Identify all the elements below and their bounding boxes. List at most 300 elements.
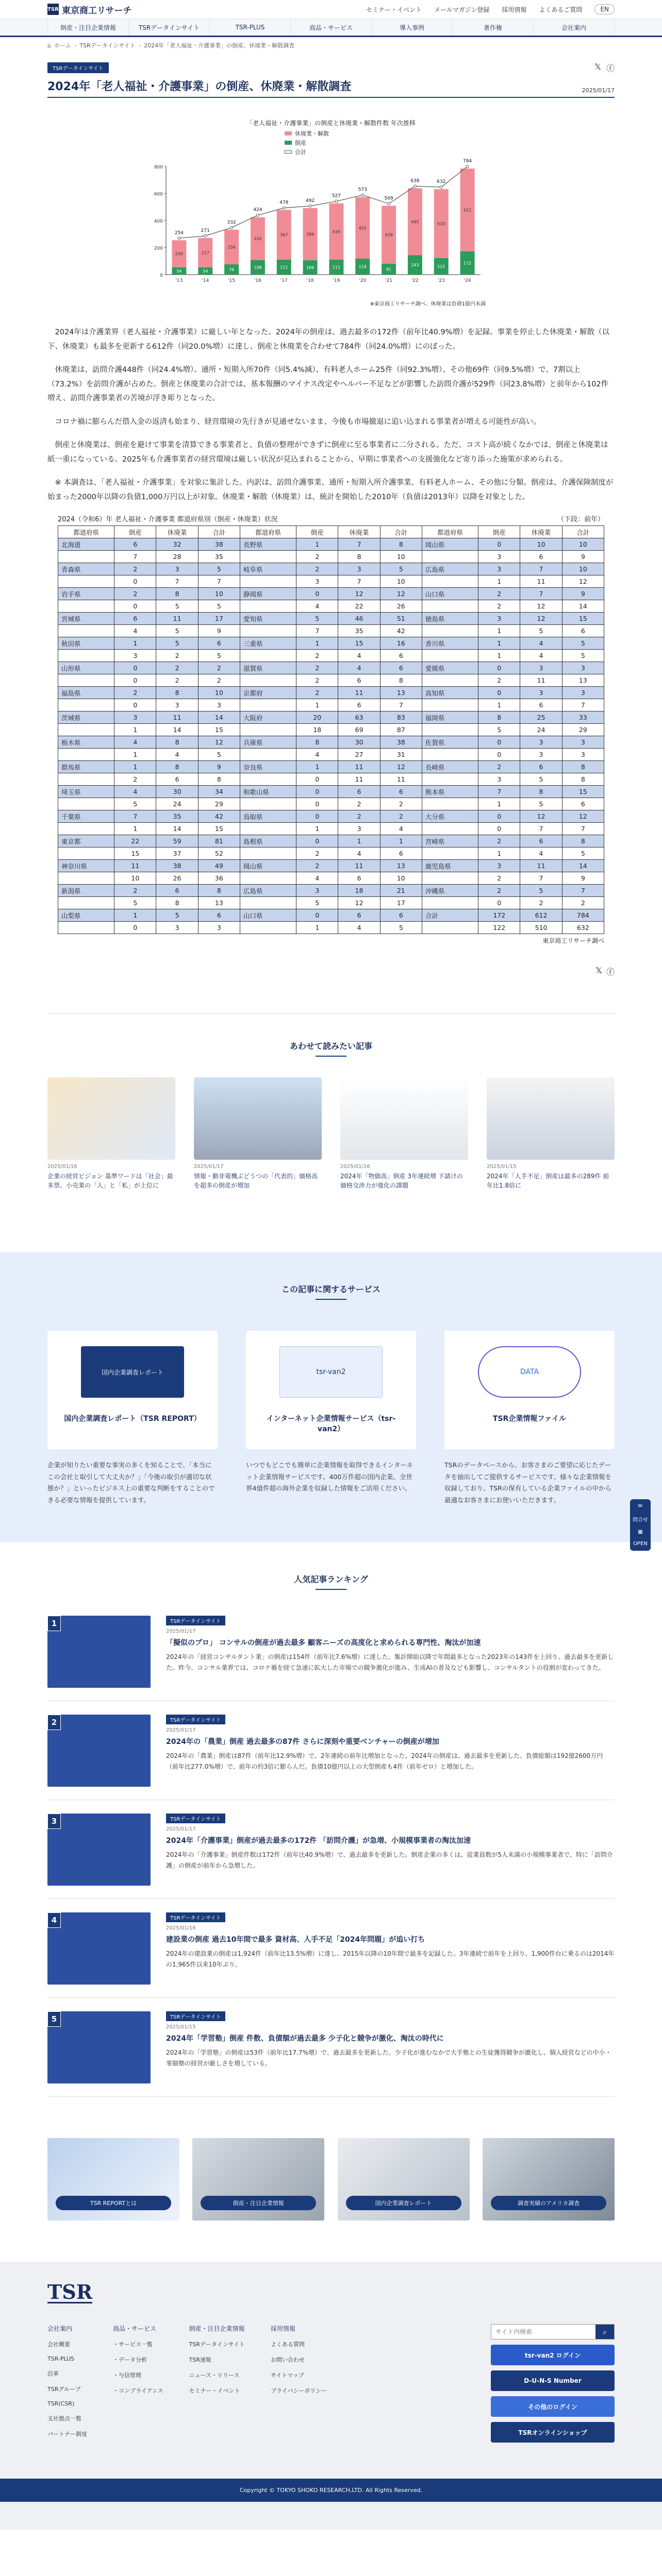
article-heading <box>47 74 615 98</box>
search-input[interactable] <box>491 2325 595 2339</box>
article-paragraph: コロナ禍に膨らんだ借入金の返済も始まり、経営環境の先行きが見通せないまま、今後も市場撤退に追い込まれる事業者が増える可能性が高い。 <box>55 417 541 426</box>
table-cell-value: 36 <box>198 872 240 885</box>
related-thumbnail <box>340 1077 468 1160</box>
data-label-closures: 367 <box>280 232 288 238</box>
table-cell-prefecture: 福島県 <box>58 687 114 699</box>
table-cell-value: 2 <box>296 860 338 872</box>
table-cell-prefecture <box>58 749 114 761</box>
table-cell-prefecture: 群馬県 <box>58 761 114 773</box>
ranking-item[interactable] <box>47 1616 615 1701</box>
table-cell-value: 6 <box>338 909 380 922</box>
data-label-bankrupt: 118 <box>358 264 367 269</box>
related-card[interactable] <box>194 1077 322 1190</box>
table-cell-value: 7 <box>380 699 422 711</box>
table-cell-value: 2 <box>562 897 604 909</box>
point-total <box>361 194 364 196</box>
table-cell-value: 6 <box>520 761 562 773</box>
rank-number: 2 <box>47 1715 61 1730</box>
table-cell-value: 8 <box>156 588 198 600</box>
top-link-recruit[interactable]: 採用情報 <box>502 6 527 13</box>
table-cell-prefecture <box>422 897 478 909</box>
table-row <box>58 736 604 749</box>
data-label-closures: 200 <box>175 251 184 257</box>
table-cell-value: 7 <box>520 872 562 885</box>
table-row <box>58 687 604 699</box>
rank-number: 3 <box>47 1814 61 1829</box>
table-cell-value: 8 <box>380 538 422 551</box>
table-cell-value: 8 <box>562 761 604 773</box>
table-cell-value: 5 <box>562 848 604 860</box>
table-cell-value: 2 <box>296 551 338 563</box>
table-cell-prefecture: 山梨県 <box>58 909 114 922</box>
legend-label: 合計 <box>295 149 306 156</box>
home-icon[interactable]: ⌂ <box>47 42 51 49</box>
footer-link[interactable]: ・与信管理 <box>113 2372 141 2379</box>
table-cell-prefecture <box>58 897 114 909</box>
table-row <box>58 674 604 687</box>
table-row <box>58 848 604 860</box>
ranking-summary: 2024年の建設業の倒産は1,924件（前年比13.5%増）に達し、2015年以降の10年間で最多を記録した。3年連続で前年を上回り、1,900件台に乗るのは2014年の1,965件以来10年ぶり。 <box>166 1950 615 1969</box>
y-tick-label: 400 <box>154 219 163 224</box>
footer-link[interactable]: TSR-PLUS <box>47 2355 75 2363</box>
table-cell-value: 2 <box>156 650 198 662</box>
table-cell-value: 5 <box>478 724 520 736</box>
chart <box>145 118 517 307</box>
related-card-title: 企業の経営ビジョン 基準ワードは「社会」最多票、小売業の「人」と「私」が上位に <box>47 1173 173 1190</box>
footer-link[interactable]: ・サービス一覧 <box>113 2341 153 2348</box>
breadcrumb-home[interactable]: ホーム <box>54 42 71 49</box>
table-cell-value: 7 <box>156 575 198 588</box>
table-header: 都道府県 <box>58 526 114 538</box>
table-row <box>58 637 604 650</box>
van2-login-button[interactable]: tsr-van2 ログイン <box>491 2345 615 2365</box>
ranking-date: 2025/01/17 <box>166 1629 196 1635</box>
floating-contact[interactable]: 問合せ <box>633 1517 648 1523</box>
breadcrumb-insight[interactable]: TSRデータインサイト <box>79 42 136 49</box>
table-cell-prefecture <box>240 650 296 662</box>
legend-label: 休廃業・解散 <box>295 130 329 137</box>
table-cell-value: 4 <box>520 650 562 662</box>
table-cell-value: 7 <box>562 823 604 835</box>
banner[interactable] <box>47 2138 179 2221</box>
table-row <box>58 761 604 773</box>
nav-bankruptcy[interactable]: 倒産・注目企業情報 <box>47 19 129 36</box>
search-button[interactable]: ⌕ <box>595 2325 614 2339</box>
table-cell-prefecture <box>58 650 114 662</box>
table-cell-value: 11 <box>156 711 198 724</box>
other-login-button[interactable]: その他のログイン <box>491 2396 615 2417</box>
table-cell-value: 11 <box>156 613 198 625</box>
footer-column <box>271 2324 327 2443</box>
table-cell-value: 8 <box>520 786 562 798</box>
ranking-item[interactable] <box>47 1715 615 1800</box>
table-cell-value: 4 <box>520 848 562 860</box>
table-cell-value: 5 <box>520 625 562 637</box>
table-cell-prefecture: 兵庫県 <box>240 736 296 749</box>
table-cell-prefecture: 秋田県 <box>58 637 114 650</box>
data-label-total: 478 <box>279 200 289 206</box>
table-row <box>58 860 604 872</box>
table-cell-value: 7 <box>478 786 520 798</box>
table-cell-prefecture: 愛知県 <box>240 613 296 625</box>
table-cell-value: 38 <box>198 538 240 551</box>
footer-link[interactable]: サイトマップ <box>270 2372 304 2379</box>
table-header: 合計 <box>380 526 422 538</box>
table-cell-value: 7 <box>114 810 156 823</box>
point-total <box>413 185 416 188</box>
table-cell-prefecture <box>240 848 296 860</box>
table-cell-prefecture <box>422 699 478 711</box>
table-cell-value: 29 <box>198 798 240 810</box>
data-label-total: 509 <box>384 196 393 201</box>
table-header: 休廃業 <box>156 526 198 538</box>
table-cell-value: 2 <box>114 687 156 699</box>
section-rule <box>316 1589 346 1590</box>
table-cell-value: 0 <box>478 749 520 761</box>
footer-logo[interactable]: TSR <box>47 2280 93 2304</box>
table-cell-value: 2 <box>114 588 156 600</box>
language-toggle[interactable]: EN <box>594 4 615 14</box>
data-label-total: 254 <box>174 230 184 236</box>
related-card[interactable] <box>47 1077 175 1190</box>
rank-number: 5 <box>47 2011 61 2027</box>
nav-cases[interactable]: 導入事例 <box>372 19 453 36</box>
table-cell-value: 0 <box>478 897 520 909</box>
nav-services[interactable]: 商品・サービス <box>291 19 372 36</box>
table-cell-prefecture: 山口県 <box>422 588 478 600</box>
banner-label: 国内企業調査レポート <box>346 2196 461 2210</box>
table-row <box>58 711 604 724</box>
table-cell-value: 0 <box>478 823 520 835</box>
table-cell-value: 5 <box>156 600 198 613</box>
table-cell-value: 15 <box>198 823 240 835</box>
table-row <box>58 588 604 600</box>
nav-copyright[interactable]: 著作権 <box>453 19 534 36</box>
data-label-total: 492 <box>305 198 315 204</box>
top-link-seminar[interactable]: セミナー・イベント <box>366 6 422 13</box>
nav-company[interactable]: 会社案内 <box>534 19 615 36</box>
table-cell-prefecture: 岡山県 <box>422 538 478 551</box>
table-cell-value: 8 <box>198 773 240 786</box>
table-cell-value: 6 <box>156 885 198 897</box>
footer-link[interactable]: プライバシーポリシー <box>270 2387 327 2395</box>
table-cell-value: 0 <box>478 810 520 823</box>
footer-link[interactable]: TSRグループ <box>47 2386 81 2393</box>
table-cell-value: 14 <box>156 823 198 835</box>
table-cell-value: 32 <box>156 538 198 551</box>
table-cell-prefecture <box>240 575 296 588</box>
ranking-item[interactable] <box>47 2011 615 2097</box>
table-cell-value: 25 <box>520 711 562 724</box>
table-cell-prefecture <box>422 674 478 687</box>
table-row <box>58 835 604 848</box>
ranking-tag: TSRデータインサイト <box>166 1616 225 1625</box>
footer-link[interactable]: TSR(CSR) <box>47 2400 75 2408</box>
top-link-mail[interactable]: メールマガジン登録 <box>434 6 490 13</box>
footer-link[interactable]: セミナー・イベント <box>189 2387 240 2395</box>
table-cell-value: 9 <box>562 588 604 600</box>
table-cell-prefecture <box>240 724 296 736</box>
x-tick-label: '22 <box>411 278 419 283</box>
top-links <box>366 4 615 14</box>
duns-button[interactable]: D-U-N-S Number <box>491 2370 615 2391</box>
article-tag[interactable]: TSRデータインサイト <box>47 62 109 73</box>
banner-label: 調査実績のアメリカ調査 <box>491 2196 606 2210</box>
table-cell-prefecture <box>422 551 478 563</box>
table-cell-value: 7 <box>296 625 338 637</box>
table-cell-value: 6 <box>198 909 240 922</box>
related-card[interactable] <box>487 1077 615 1190</box>
data-label-total: 784 <box>462 159 472 164</box>
table-cell-value: 87 <box>380 724 422 736</box>
table-cell-value: 8 <box>562 773 604 786</box>
table-cell-value: 612 <box>520 909 562 922</box>
banner-label: TSR REPORTとは <box>56 2196 171 2210</box>
table-cell-value: 7 <box>520 588 562 600</box>
building-icon[interactable]: ▦ <box>638 1529 643 1535</box>
nav-data-insight[interactable]: TSRデータインサイト <box>129 19 210 36</box>
ranking-item[interactable] <box>47 1912 615 1998</box>
point-total <box>309 205 311 207</box>
related-date: 2025/01/16 <box>47 1164 77 1170</box>
x-tick-label: '15 <box>228 278 236 283</box>
rank-number: 4 <box>47 1912 61 1928</box>
table-cell-value: 7 <box>114 551 156 563</box>
footer-heading-link[interactable]: 倒産・注目企業情報 <box>189 2325 245 2333</box>
table-cell-prefecture: 茨城県 <box>58 711 114 724</box>
footer-link[interactable]: 会社概要 <box>47 2341 70 2348</box>
table-cell-prefecture <box>422 600 478 613</box>
data-label-bankrupt: 108 <box>254 265 262 270</box>
table-cell-value: 1 <box>296 823 338 835</box>
table-cell-value: 26 <box>156 872 198 885</box>
footer-heading-link[interactable]: 商品・サービス <box>113 2325 157 2333</box>
ranking-tag: TSRデータインサイト <box>166 1814 225 1823</box>
table-cell-prefecture: 鹿児島県 <box>422 860 478 872</box>
x-tick-label: '14 <box>202 278 209 283</box>
table-cell-prefecture: 宮崎県 <box>422 835 478 848</box>
x-tick-label: '20 <box>359 278 367 283</box>
table-row <box>58 662 604 674</box>
data-label-bankrupt: 172 <box>463 261 472 266</box>
table-caption: 2024（令和6）年 老人福祉・介護事業 都道府県別（倒産・休廃業）状況 <box>58 516 278 524</box>
footer-link[interactable]: 支社拠点一覧 <box>47 2415 81 2422</box>
ranking-title-text: 「擬似のプロ」 コンサルの倒産が過去最多 顧客ニーズの高度化と求められる専門性、淘汰が加速 <box>166 1639 481 1648</box>
footer-link[interactable]: TSR速報 <box>189 2357 211 2364</box>
table-cell-prefecture: 大分県 <box>422 810 478 823</box>
related-title: あわせて読みたい記事 <box>289 1041 372 1052</box>
banner[interactable] <box>483 2138 615 2221</box>
table-cell-value: 2 <box>296 563 338 575</box>
table-cell-value: 2 <box>478 600 520 613</box>
data-label-bankrupt: 54 <box>176 268 182 274</box>
table-row <box>58 749 604 761</box>
table-header: 倒産 <box>478 526 520 538</box>
table-cell-value: 6 <box>380 786 422 798</box>
table-cell-value: 4 <box>114 786 156 798</box>
table-cell-value: 0 <box>114 922 156 934</box>
table-cell-value: 42 <box>380 625 422 637</box>
table-row <box>58 538 604 551</box>
table-cell-value: 5 <box>380 922 422 934</box>
online-shop-button[interactable]: TSRオンラインショップ <box>491 2422 615 2443</box>
footer-link[interactable]: お問い合わせ <box>270 2357 305 2364</box>
table-cell-value: 5 <box>296 897 338 909</box>
table-cell-value: 35 <box>198 551 240 563</box>
footer-link[interactable]: 沿革 <box>47 2370 59 2378</box>
table-cell-value: 2 <box>478 835 520 848</box>
article-paragraph: 休廃業は、訪問介護448件（同24.4%増）、通所・短期入所70件（同5.4%減）、有料老人ホーム25件（同92.3%増）、その他69件（同9.5%増）で、7割以上（73.2%）を訪問介護が占めた。倒産と休廃業の合計では、基本報酬のマイナス改定やヘルパー不足などが影響した訪問介護が529件（同23.8%増）と前年から102件増え、訪問介護事業者の苦境が浮き彫りとなった。 <box>47 366 609 403</box>
table-row <box>58 650 604 662</box>
table-cell-value: 11 <box>114 860 156 872</box>
table-row <box>58 773 604 786</box>
table-cell-value: 11 <box>520 860 562 872</box>
related-card[interactable] <box>340 1077 468 1190</box>
site-logo[interactable] <box>47 3 132 16</box>
table-unit: （下段：前年） <box>557 516 604 524</box>
service-card-datafile[interactable] <box>444 1331 615 1506</box>
table-cell-value: 11 <box>338 687 380 699</box>
table-cell-value: 2 <box>338 810 380 823</box>
article <box>47 54 615 977</box>
mail-icon[interactable]: ✉ <box>638 1503 643 1510</box>
table-cell-value: 2 <box>478 674 520 687</box>
table-cell-prefecture <box>58 674 114 687</box>
facebook-share-icon[interactable]: ⓕ <box>606 967 615 977</box>
table-cell-value: 1 <box>114 909 156 922</box>
table-cell-value: 0 <box>296 786 338 798</box>
table-cell-prefecture <box>240 872 296 885</box>
table-cell-prefecture <box>58 551 114 563</box>
table-cell-value: 3 <box>114 711 156 724</box>
nav-tsr-plus[interactable]: TSR-PLUS <box>210 19 291 36</box>
point-total <box>440 186 442 189</box>
table-cell-value: 6 <box>338 786 380 798</box>
footer-heading-link[interactable]: 採用情報 <box>270 2325 295 2333</box>
table-cell-prefecture: 熊本県 <box>422 786 478 798</box>
table-cell-value: 5 <box>296 613 338 625</box>
service-name: 国内企業調査レポート（TSR REPORT） <box>64 1415 201 1423</box>
table-cell-prefecture: 沖縄県 <box>422 885 478 897</box>
table-cell-value: 3 <box>478 773 520 786</box>
table-cell-value: 13 <box>380 687 422 699</box>
footer-heading-link[interactable]: 会社案内 <box>47 2325 73 2333</box>
table-row <box>58 897 604 909</box>
footer-link[interactable]: ・データ分析 <box>113 2357 147 2364</box>
table-cell-value: 1 <box>296 761 338 773</box>
table-cell-value: 7 <box>338 575 380 588</box>
table-cell-value: 1 <box>478 798 520 810</box>
legend-item-total <box>285 148 306 156</box>
y-tick-label: 0 <box>160 273 163 278</box>
table-cell-value: 2 <box>296 650 338 662</box>
table-cell-prefecture <box>240 699 296 711</box>
table-cell-value: 0 <box>478 538 520 551</box>
table-cell-prefecture <box>422 823 478 835</box>
table-cell-value: 8 <box>296 736 338 749</box>
table-cell-value: 17 <box>198 613 240 625</box>
ranking-item[interactable] <box>47 1814 615 1899</box>
table-cell-value: 2 <box>296 674 338 687</box>
table-cell-value: 14 <box>198 711 240 724</box>
table-cell-value: 3 <box>478 551 520 563</box>
data-label-total: 527 <box>332 193 341 199</box>
section-rule <box>316 1056 346 1057</box>
table-cell-value: 9 <box>562 551 604 563</box>
table-cell-prefecture: 島根県 <box>240 835 296 848</box>
rank-number: 1 <box>47 1616 61 1631</box>
table-cell-value: 7 <box>198 575 240 588</box>
table-cell-value: 17 <box>380 897 422 909</box>
table-cell-value: 4 <box>338 922 380 934</box>
table-cell-value: 5 <box>198 749 240 761</box>
data-label-closures: 386 <box>306 232 315 237</box>
table-cell-value: 0 <box>296 773 338 786</box>
table-cell-prefecture: 香川県 <box>422 637 478 650</box>
data-label-bankrupt: 122 <box>437 264 445 269</box>
data-label-bankrupt: 76 <box>228 267 235 273</box>
table-cell-value: 4 <box>156 749 198 761</box>
table-cell-prefecture: 岩手県 <box>58 588 114 600</box>
table-cell-value: 3 <box>562 662 604 674</box>
point-total <box>178 237 180 240</box>
table-cell-prefecture <box>58 872 114 885</box>
service-card-report[interactable] <box>47 1331 218 1506</box>
footer-link[interactable]: TSRデータインサイト <box>189 2341 245 2348</box>
table-cell-value: 1 <box>338 835 380 848</box>
table-cell-prefecture: 奈良県 <box>240 761 296 773</box>
chart-plot <box>145 156 486 295</box>
table-cell-value: 2 <box>296 662 338 674</box>
van2-illustration: tsr-van2 <box>279 1346 383 1398</box>
table-cell-prefecture <box>240 625 296 637</box>
x-share-icon[interactable]: 𝕏 <box>595 965 602 976</box>
table-cell-value: 12 <box>520 613 562 625</box>
banner[interactable] <box>192 2138 324 2221</box>
table-cell-value: 3 <box>520 749 562 761</box>
ranking-tag: TSRデータインサイト <box>166 1912 225 1922</box>
table-cell-value: 6 <box>520 551 562 563</box>
banner[interactable] <box>338 2138 470 2221</box>
table-cell-value: 3 <box>562 736 604 749</box>
footer-link[interactable]: よくある質問 <box>270 2341 305 2348</box>
footer-link[interactable]: ニュース・リリース <box>189 2372 240 2379</box>
table-cell-value: 9 <box>562 872 604 885</box>
service-card-van2[interactable] <box>246 1331 416 1506</box>
table-cell-value: 2 <box>156 674 198 687</box>
table-cell-value: 21 <box>380 885 422 897</box>
table-cell-prefecture: 山形県 <box>58 662 114 674</box>
facebook-share-icon[interactable]: ⓕ <box>606 63 615 73</box>
ranking-thumbnail <box>47 1616 151 1688</box>
x-share-icon[interactable]: 𝕏 <box>594 62 601 72</box>
table-cell-value: 3 <box>338 563 380 575</box>
footer-link[interactable]: パートナー制度 <box>47 2431 87 2438</box>
table-cell-value: 2 <box>114 773 156 786</box>
footer-link[interactable]: ・コンプライアンス <box>113 2387 163 2395</box>
table-cell-prefecture <box>240 922 296 934</box>
data-label-closures: 416 <box>332 229 341 234</box>
table-cell-prefecture: 広島県 <box>240 885 296 897</box>
breadcrumb-separator: › <box>138 42 141 49</box>
table-cell-value: 15 <box>114 848 156 860</box>
table-cell-prefecture: 広島県 <box>422 563 478 575</box>
top-link-faq[interactable]: よくあるご質問 <box>539 6 583 13</box>
article-paragraph: 2024年は介護業界（老人福祉・介護事業）に厳しい年となった。2024年の倒産は、過去最多の172件（前年比40.9%増）を記録。事業を停止した休廃業・解散（以下、休廃業）も最多を更新する612件（同20.0%増）に達し、倒産と休廃業を合わせて784件（同24.0%増）にのぼった。 <box>47 328 610 351</box>
ranking-summary: 2024年の「学習塾」の倒産は53件（前年比17.7%増）で、過去最多を更新した。少子化が進むなかで大手塾との生徒獲得競争が激化し、個人経営などの中小・零細塾の経営が厳しさを増している。 <box>166 2049 611 2067</box>
floating-open[interactable]: OPEN <box>633 1541 648 1547</box>
table-cell-value: 0 <box>114 674 156 687</box>
